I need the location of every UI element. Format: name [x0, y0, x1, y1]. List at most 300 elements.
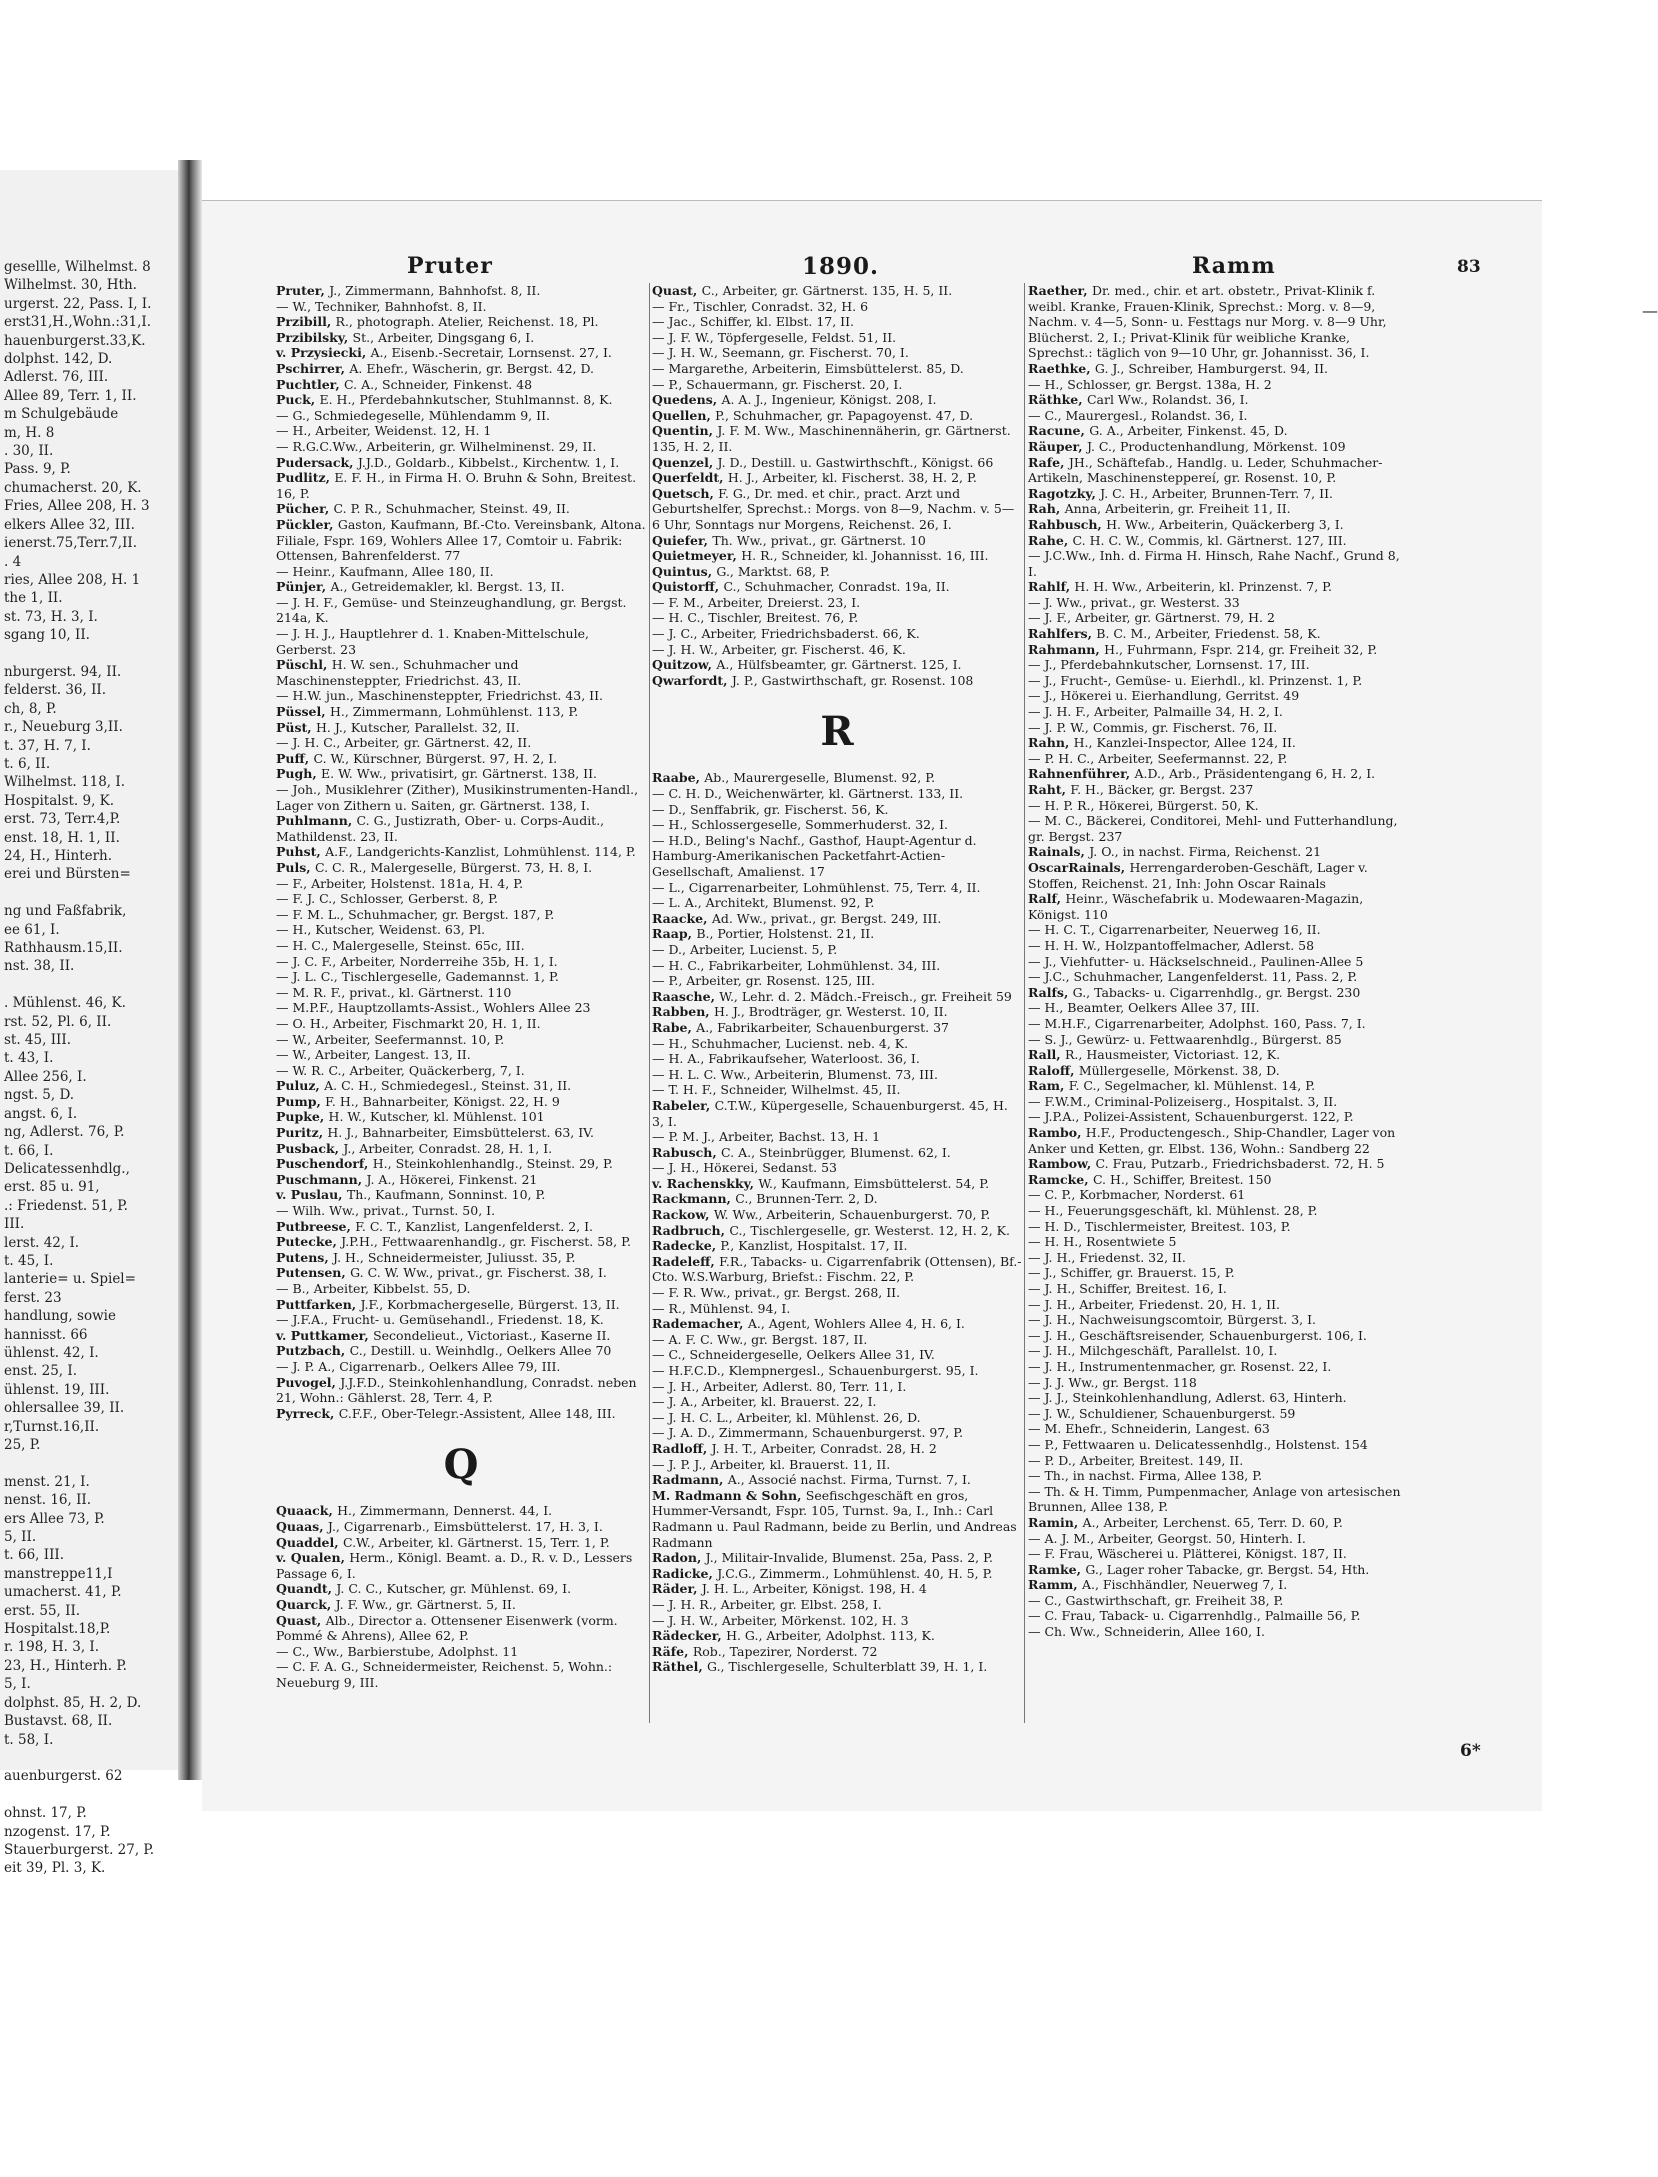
entry-surname: Putzbach,: [276, 1343, 350, 1359]
entry-details: — J.C., Schuhmacher, Langenfelderst. 11, Pass. 2, P.: [1028, 969, 1358, 985]
directory-entry: [276, 1281, 646, 1297]
entry-details: — H. H. W., Holzpantoffelmacher, Adlerst. 58: [1028, 937, 1315, 953]
left-page-line: felderst. 36, II.: [4, 682, 107, 699]
directory-entry: [1028, 844, 1410, 860]
directory-entry: [276, 423, 646, 439]
entry-details: B. C. M., Arbeiter, Friedenst. 58, K.: [1096, 626, 1321, 642]
entry-details: — H. C., Malergeselle, Steinst. 65c, III.: [276, 937, 525, 953]
entry-details: — J. Ww., privat., gr. Westerst. 33: [1028, 594, 1240, 610]
entry-details: — J. H. C. L., Arbeiter, kl. Mühlenst. 26, D.: [652, 1409, 921, 1425]
entry-details: A.D., Arb., Präsidentengang 6, H. 2, I.: [1134, 766, 1376, 782]
entry-details: — F.W.M., Criminal-Polizeiserg., Hospitalst. 3, II.: [1028, 1093, 1338, 1109]
directory-entry: [652, 1425, 1022, 1441]
directory-entry: [276, 985, 646, 1001]
entry-details: — J. C. F., Arbeiter, Norderreihe 35b, H. 1, I.: [276, 953, 558, 969]
directory-entry: [276, 969, 646, 985]
directory-entry: [1028, 1203, 1410, 1219]
entry-details: — J. F., Arbeiter, gr. Gärtnerst. 79, H. 2: [1028, 610, 1275, 626]
margin-dash: —: [1642, 301, 1658, 320]
directory-entry: [652, 911, 1022, 927]
directory-entry: [276, 1659, 646, 1690]
entry-details: — O. H., Arbeiter, Fischmarkt 20, H. 1, II.: [276, 1015, 541, 1031]
entry-details: — J. H., Geschäftsreisender, Schauenburgerst. 106, I.: [1028, 1327, 1367, 1343]
entry-surname: Pusback,: [276, 1140, 344, 1156]
left-page-column: [4, 258, 174, 1878]
directory-entry: [652, 283, 1022, 299]
entry-surname: Pschirrer,: [276, 360, 350, 376]
entry-details: — J. H. W., Arbeiter, Mörkenst. 102, H. 3: [652, 1612, 909, 1628]
entry-details: W., Lehr. d. 2. Mädch.-Freisch., gr. Freiheit 59: [719, 988, 1012, 1004]
directory-entry: [276, 782, 646, 813]
entry-details: — H., Beamter, Oelkers Allee 37, III.: [1028, 1000, 1260, 1016]
entry-details: — P. M. J., Arbeiter, Bachst. 13, H. 1: [652, 1129, 881, 1145]
entry-details: J.F., Korbmachergeselle, Bürgerst. 13, II.: [360, 1296, 620, 1312]
directory-entry: [1028, 1265, 1410, 1281]
entry-surname: Radicke,: [652, 1565, 718, 1581]
directory-entry: [1028, 1219, 1410, 1235]
directory-entry: [652, 579, 1022, 595]
entry-details: W., Kaufmann, Eimsbüttelerst. 54, P.: [758, 1175, 990, 1191]
entry-surname: Puluz,: [276, 1078, 325, 1094]
directory-entry: [276, 1406, 646, 1422]
entry-details: — J. H., Nachweisungscomtoir, Bürgerst. 3, I.: [1028, 1312, 1317, 1328]
entry-details: — Margarethe, Arbeiterin, Eimsbüttelerst. 85, D.: [652, 360, 964, 376]
entry-surname: Pyrreck,: [276, 1405, 339, 1421]
entry-details: — J., Viehfutter- u. Häckselschneid., Paulinen-Allee 5: [1028, 953, 1364, 969]
left-page-line: erst31,H.,Wohn.:31,I.: [4, 314, 152, 331]
directory-entry: [1028, 657, 1410, 673]
left-page-line: st. 73, H. 3, I.: [4, 608, 98, 625]
directory-entry: [1028, 1156, 1410, 1172]
left-page-line: r., Neueburg 3,II.: [4, 719, 123, 736]
left-page-line: [4, 1749, 174, 1767]
entry-details: H., Zimmermann, Dennerst. 44, I.: [337, 1503, 553, 1519]
entry-surname: Quast,: [276, 1612, 326, 1628]
entry-details: Ab., Maurergeselle, Blumenst. 92, P.: [704, 770, 936, 786]
left-page-line: [4, 976, 174, 994]
entry-surname: Puck,: [276, 392, 320, 408]
entry-surname: Radmann,: [652, 1472, 728, 1488]
entry-details: — H. H., Rosentwiete 5: [1028, 1234, 1177, 1250]
entry-details: — F. J. C., Schlosser, Gerberst. 8, P.: [276, 891, 498, 907]
entry-details: A., Arbeiter, Lerchenst. 65, Terr. D. 60, P.: [1082, 1514, 1343, 1530]
directory-entry: [652, 958, 1022, 974]
entry-details: — Jac., Schiffer, kl. Elbst. 17, II.: [652, 314, 855, 330]
entry-details: H., Fuhrmann, Fspr. 214, gr. Freiheit 32, P.: [1104, 641, 1378, 657]
entry-surname: Raap,: [652, 926, 697, 942]
entry-details: — W., Arbeiter, Langest. 13, II.: [276, 1047, 471, 1063]
entry-details: — W., Techniker, Bahnhofst. 8, II.: [276, 298, 487, 314]
entry-details: H. Ww., Arbeiterin, Quäckerberg 3, I.: [1106, 516, 1344, 532]
entry-surname: Ramcke,: [1028, 1171, 1093, 1187]
directory-entry: [276, 1172, 646, 1188]
directory-entry: [1028, 501, 1410, 517]
directory-entry: [276, 657, 646, 688]
book-gutter: [178, 160, 202, 1780]
left-page-line: handlung, sowie: [4, 1308, 116, 1325]
entry-details: A., Hülfsbeamter, gr. Gärtnerst. 125, I.: [716, 657, 962, 673]
running-head-right: Ramm: [1192, 253, 1276, 279]
directory-entry: [276, 813, 646, 844]
entry-details: Heinr., Wäschefabrik u. Modewaaren-Magazin, Königst. 110: [1028, 891, 1364, 922]
entry-surname: Raether,: [1028, 283, 1092, 298]
entry-surname: Rabusch,: [652, 1144, 722, 1160]
entry-details: R., Hausmeister, Victoriast. 12, K.: [1064, 1047, 1281, 1063]
directory-entry: [1028, 1187, 1410, 1203]
entry-surname: Putbreese,: [276, 1218, 356, 1234]
directory-entry: [1028, 1343, 1410, 1359]
entry-surname: Racune,: [1028, 423, 1090, 439]
left-page-line: nzogenst. 17, P.: [4, 1823, 111, 1840]
directory-entry: [1028, 891, 1410, 922]
directory-entry: [652, 1347, 1022, 1363]
directory-entry: [276, 1644, 646, 1660]
left-page-line: t. 37, H. 7, I.: [4, 737, 91, 754]
entry-details: P., Kanzlist, Hospitalst. 17, II.: [720, 1238, 908, 1254]
entry-surname: v. Rachenskky,: [652, 1175, 759, 1191]
directory-entry: [276, 501, 646, 517]
directory-entry: [1028, 1375, 1410, 1391]
directory-entry: [1028, 985, 1410, 1001]
entry-surname: Rabben,: [652, 1004, 714, 1020]
left-page-line: 24, H., Hinterh.: [4, 848, 113, 864]
left-page-line: rst. 52, Pl. 6, II.: [4, 1013, 112, 1030]
left-page-line: ohnst. 17, P.: [4, 1805, 87, 1822]
entry-details: Anna, Arbeiterin, gr. Freiheit 11, II.: [1064, 501, 1291, 517]
left-page-line: . Mühlenst. 46, K.: [4, 995, 126, 1012]
entry-details: — C. P., Korbmacher, Norderst. 61: [1028, 1187, 1246, 1203]
directory-entry: [276, 1503, 646, 1519]
entry-details: — P., Arbeiter, gr. Rosenst. 125, III.: [652, 973, 875, 989]
entry-details: — C. F. A. G., Schneidermeister, Reichenst. 5, Wohn.: Neueburg 9, III.: [276, 1659, 613, 1690]
entry-surname: Quitzow,: [652, 657, 717, 673]
directory-entry: [1028, 751, 1410, 767]
directory-entry: [1028, 1593, 1410, 1609]
directory-entry: [652, 1488, 1022, 1550]
entry-surname: Räder,: [652, 1581, 702, 1597]
entry-details: C.T.W., Küpergeselle, Schauenburgerst. 45, H. 3, I.: [652, 1097, 1008, 1129]
entry-surname: Qwarfordt,: [652, 672, 732, 688]
entry-details: — F. M., Arbeiter, Dreierst. 23, I.: [652, 594, 861, 610]
directory-entry: [1028, 1109, 1410, 1125]
entry-surname: Rahlf,: [1028, 579, 1075, 595]
directory-entry: [1028, 969, 1410, 985]
entry-details: J., Zimmermann, Bahnhofst. 8, II.: [329, 283, 541, 298]
entry-details: — Fr., Tischler, Conradst. 32, H. 6: [652, 298, 869, 314]
entry-surname: Radeleff,: [652, 1253, 720, 1269]
entry-details: C., Brunnen-Terr. 2, D.: [735, 1191, 878, 1207]
directory-entry: [276, 517, 646, 564]
signature-mark: 6*: [1460, 1741, 1481, 1761]
running-head-left: Pruter: [407, 253, 493, 279]
entry-details: H., Kanzlei-Inspector, Allee 124, II.: [1073, 735, 1296, 751]
entry-surname: OscarRainals,: [1028, 859, 1130, 875]
left-page-line: Wilhelmst. 30, Hth.: [4, 277, 137, 294]
entry-surname: v. Qualen,: [276, 1550, 350, 1566]
directory-entry: [652, 1254, 1022, 1285]
entry-details: — H. C., Fabrikarbeiter, Lohmühlenst. 34, III.: [652, 957, 941, 973]
left-page-line: erst. 73, Terr.4,P.: [4, 811, 121, 828]
directory-entry: [276, 283, 646, 299]
entry-surname: Quistorff,: [652, 579, 724, 595]
directory-entry: [1028, 517, 1410, 533]
entry-details: C. A., Schneider, Finkenst. 48: [344, 376, 533, 392]
left-page-line: sgang 10, II.: [4, 627, 90, 644]
left-page-line: menst. 21, I.: [4, 1473, 90, 1490]
entry-surname: Puttfarken,: [276, 1296, 361, 1312]
entry-surname: Quaack,: [276, 1503, 338, 1519]
entry-details: E. H., Pferdebahnkutscher, Stuhlmannst. 8, K.: [319, 392, 613, 408]
entry-details: — F. Frau, Wäscherei u. Plätterei, Königst. 187, II.: [1028, 1546, 1347, 1562]
entry-details: — P. D., Arbeiter, Breitest. 149, II.: [1028, 1452, 1244, 1468]
entry-surname: v. Puttkamer,: [276, 1327, 374, 1343]
directory-entry: [652, 330, 1022, 346]
directory-entry: [1028, 766, 1410, 782]
entry-surname: Pump,: [276, 1093, 326, 1109]
directory-entry: [652, 1223, 1022, 1239]
entry-details: J. F. M. Ww., Maschinennäherin, gr. Gärtnerst. 135, H. 2, II.: [652, 423, 1011, 454]
directory-entry: [652, 377, 1022, 393]
section-letter: R: [820, 708, 854, 756]
left-page-line: ng und Faßfabrik,: [4, 903, 127, 920]
entry-surname: v. Przysiecki,: [276, 345, 371, 361]
entry-surname: Ralf,: [1028, 891, 1066, 907]
directory-entry: [652, 1176, 1022, 1192]
entry-details: C. G., Justizrath, Ober- u. Corps-Audit., Mathildenst. 23, II.: [276, 813, 605, 844]
directory-entry: [276, 330, 646, 346]
entry-details: — C., Gastwirthschaft, gr. Freiheit 38, P.: [1028, 1592, 1284, 1608]
directory-entry: [652, 564, 1022, 580]
directory-entry: [276, 1203, 646, 1219]
entry-details: G., Tabacks- u. Cigarrenhdlg., gr. Bergst. 230: [1072, 984, 1361, 1000]
entry-surname: Pudersack,: [276, 454, 358, 470]
entry-details: — R., Mühlenst. 94, I.: [652, 1300, 791, 1316]
entry-details: — H., Arbeiter, Weidenst. 12, H. 1: [276, 423, 492, 439]
directory-entry: [1028, 720, 1410, 736]
entry-details: Müllergeselle, Mörkenst. 38, D.: [1078, 1062, 1280, 1078]
entry-surname: Rambo,: [1028, 1125, 1086, 1141]
entry-details: — J. H. J., Hauptlehrer d. 1. Knaben-Mittelschule, Gerberst. 23: [276, 626, 589, 657]
directory-entry: [276, 1597, 646, 1613]
directory-entry: [1028, 704, 1410, 720]
directory-entry: [276, 345, 646, 361]
entry-details: — F. R. Ww., privat., gr. Bergst. 268, II.: [652, 1285, 901, 1301]
entry-surname: Raethke,: [1028, 360, 1095, 376]
entry-surname: Rademacher,: [652, 1316, 748, 1332]
directory-entry: [276, 1109, 646, 1125]
entry-surname: Rah,: [1028, 501, 1065, 517]
entry-surname: Rackow,: [652, 1207, 714, 1223]
entry-details: G., Marktst. 68, P.: [716, 563, 830, 579]
directory-entry: [276, 938, 646, 954]
directory-entry: [276, 907, 646, 923]
directory-entry: [276, 439, 646, 455]
directory-entry: [276, 1550, 646, 1581]
entry-details: J.J.D., Goldarb., Kibbelst., Kirchentw. 1, I.: [357, 454, 620, 470]
entry-surname: Püssel,: [276, 704, 330, 720]
directory-entry: [276, 1125, 646, 1141]
entry-surname: Püschl,: [276, 657, 332, 673]
directory-entry: [276, 766, 646, 782]
left-page-line: ohlersallee 39, II.: [4, 1400, 125, 1417]
entry-details: Carl Ww., Rolandst. 36, I.: [1086, 392, 1249, 408]
directory-entry: [1028, 1608, 1410, 1624]
left-page-line: the 1, II.: [4, 590, 63, 607]
directory-entry: [276, 891, 646, 907]
entry-details: A., Fischhändler, Neuerweg 7, I.: [1081, 1577, 1288, 1593]
directory-entry: [652, 1659, 1022, 1675]
directory-entry: [1028, 1063, 1410, 1079]
entry-details: — J. H., Arbeiter, Adlerst. 80, Terr. 11, I.: [652, 1378, 907, 1394]
left-page-line: [4, 1786, 174, 1804]
entry-surname: Radecke,: [652, 1238, 721, 1254]
directory-entry: [1028, 423, 1410, 439]
entry-surname: Puff,: [276, 750, 314, 766]
directory-entry: [276, 844, 646, 860]
entry-details: — J., Schiffer, gr. Brauerst. 15, P.: [1028, 1265, 1235, 1281]
directory-entry: [1028, 486, 1410, 502]
directory-entry: [652, 1550, 1022, 1566]
entry-details: — S. J., Gewürz- u. Fettwaarenhdlg., Bürgerst. 85: [1028, 1031, 1342, 1047]
entry-details: JH., Schäftefab., Handlg. u. Leder, Schuhmacher-Artikeln, Maschinensteppereí, gr. Rosenst. 10, P.: [1028, 454, 1383, 486]
directory-entry: [276, 1581, 646, 1597]
entry-details: — P., Schauermann, gr. Fischerst. 20, I.: [652, 376, 903, 392]
directory-entry: [652, 1441, 1022, 1457]
directory-entry: [276, 626, 646, 657]
entry-details: — J. H. R., Arbeiter, gr. Elbst. 258, I.: [652, 1596, 882, 1612]
directory-entry: [1028, 392, 1410, 408]
directory-entry: [652, 786, 1022, 802]
entry-details: J. O., in nachst. Firma, Reichenst. 21: [1089, 844, 1322, 860]
entry-details: C. Frau, Putzarb., Friedrichsbaderst. 72, H. 5: [1095, 1156, 1385, 1172]
entry-details: — J. H. W., Seemann, gr. Fischerst. 70, I.: [652, 345, 909, 361]
entry-details: J., Cigarrenarb., Eimsbüttelerst. 17, H. 3, I.: [327, 1518, 603, 1534]
left-page-line: Pass. 9, P.: [4, 461, 71, 478]
entry-details: Ad. Ww., privat., gr. Bergst. 249, III.: [711, 910, 942, 926]
entry-details: — C. Frau, Taback- u. Cigarrenhdlg., Palmaille 56, P.: [1028, 1608, 1361, 1624]
entry-surname: Puritz,: [276, 1125, 328, 1141]
entry-surname: Quarck,: [276, 1596, 336, 1612]
entry-details: P., Schuhmacher, gr. Papagoyenst. 47, D.: [715, 407, 974, 423]
directory-entry: [276, 1156, 646, 1172]
directory-entry: [1028, 439, 1410, 455]
entry-details: — J., Höкerei u. Eierhandlung, Gerritst. 49: [1028, 688, 1300, 704]
entry-details: Th. Ww., privat., gr. Gärtnerst. 10: [712, 532, 926, 548]
directory-entry: [652, 626, 1022, 642]
left-page-line: ühlenst. 19, III.: [4, 1381, 110, 1398]
directory-entry: [276, 1000, 646, 1016]
entry-details: H. W., Kutscher, kl. Mühlenst. 101: [328, 1109, 545, 1125]
entry-details: F.R., Tabacks- u. Cigarrenfabrik (Ottensen), Bf.-Cto. W.S.Warburg, Briefst.: Fischm. 22, P.: [652, 1253, 1022, 1285]
left-page-line: eit 39, Pl. 3, K.: [4, 1860, 106, 1877]
entry-surname: Pugh,: [276, 766, 322, 782]
directory-entry: [276, 1359, 646, 1375]
directory-entry: [652, 1036, 1022, 1052]
directory-entry: [1028, 455, 1410, 486]
directory-entry: [652, 1051, 1022, 1067]
directory-entry: [1028, 579, 1410, 595]
left-page-line: [4, 884, 174, 902]
entry-surname: Quentin,: [652, 423, 718, 439]
directory-entry: [1028, 283, 1410, 361]
entry-details: C. H. C. W., Commis, kl. Gärtnerst. 127, III.: [1072, 532, 1347, 548]
left-page-line: hauenburgerst.33,K.: [4, 332, 146, 349]
entry-surname: Quandt,: [276, 1581, 337, 1597]
left-page-line: 23, H., Hinterh. P.: [4, 1657, 127, 1674]
entry-details: C., Tischlergeselle, gr. Westerst. 12, H. 2, K.: [729, 1222, 1010, 1238]
directory-entry: [652, 880, 1022, 896]
entry-details: G., Tischlergeselle, Schulterblatt 39, H. 1, I.: [707, 1659, 988, 1675]
entry-details: — J. F. W., Töpfergeselle, Feldst. 51, II.: [652, 329, 897, 345]
directory-entry: [1028, 1297, 1410, 1313]
entry-details: J., Militair-Invalide, Blumenst. 25a, Pass. 2, P.: [705, 1550, 993, 1566]
directory-entry: [652, 802, 1022, 818]
entry-details: — J. L. C., Tischlergeselle, Gademannst. 1, P.: [276, 969, 559, 985]
entry-surname: Quintus,: [652, 563, 717, 579]
directory-entry: [1028, 1281, 1410, 1297]
entry-surname: Räthel,: [652, 1659, 708, 1675]
directory-entry: [276, 1234, 646, 1250]
entry-surname: v. Puslau,: [276, 1187, 347, 1203]
entry-details: C., Destill. u. Weinhdlg., Oelkers Allee 70: [349, 1343, 612, 1359]
directory-entry: [1028, 938, 1410, 954]
left-page-line: auenburgerst. 62: [4, 1768, 123, 1785]
entry-details: — Th. & H. Timm, Pumpenmacher, Anlage von artesischen Brunnen, Allee 138, P.: [1028, 1483, 1401, 1515]
entry-details: — M. Ehefr., Schneiderin, Langest. 63: [1028, 1421, 1270, 1437]
directory-entry: [1028, 673, 1410, 689]
directory-entry: [276, 455, 646, 471]
directory-entry: [652, 548, 1022, 564]
entry-details: J. H. T., Arbeiter, Conradst. 28, H. 2: [711, 1440, 937, 1456]
entry-surname: Räuper,: [1028, 438, 1087, 454]
directory-entry: [652, 1379, 1022, 1395]
left-page-line: [4, 645, 174, 663]
entry-surname: Quast,: [652, 283, 702, 298]
entry-details: — C., Schneidergeselle, Oelkers Allee 31, IV.: [652, 1347, 935, 1363]
directory-entry: [276, 595, 646, 626]
directory-entry: [1028, 610, 1410, 626]
entry-details: A. A. J., Ingenieur, Königst. 208, I.: [721, 392, 937, 408]
directory-entry: [652, 533, 1022, 549]
left-page-line: [4, 1454, 174, 1472]
directory-entry: [652, 1098, 1022, 1129]
entry-details: — P., Fettwaaren u. Delicatessenhdlg., Holstenst. 154: [1028, 1436, 1368, 1452]
directory-entry: [652, 1628, 1022, 1644]
directory-entry: [276, 1047, 646, 1063]
directory-entry: [1028, 408, 1410, 424]
entry-details: R., photograph. Atelier, Reichenst. 18, Pl.: [335, 314, 599, 330]
running-head-year: 1890.: [802, 253, 880, 280]
entry-details: J. A., Höкerei, Finkenst. 21: [366, 1171, 538, 1187]
directory-entry: [1028, 1624, 1410, 1640]
left-page-line: st. 45, III.: [4, 1032, 71, 1049]
directory-entry: [1028, 688, 1410, 704]
directory-entry: [276, 1343, 646, 1359]
entry-details: H. J., Arbeiter, kl. Fischerst. 38, H. 2, P.: [727, 470, 977, 486]
directory-entry: [1028, 377, 1410, 393]
entry-details: F. H., Bahnarbeiter, Königst. 22, H. 9: [325, 1093, 560, 1109]
left-page-line: enst. 25, I.: [4, 1363, 78, 1380]
directory-entry: [276, 470, 646, 501]
entry-details: — C., Ww., Barbierstube, Adolphst. 11: [276, 1643, 519, 1659]
left-page-line: erst. 55, II.: [4, 1602, 81, 1619]
directory-entry: [276, 1016, 646, 1032]
directory-entry: [652, 770, 1022, 786]
entry-details: J. F. Ww., gr. Gärtnerst. 5, II.: [335, 1596, 516, 1612]
entry-details: — A. F. C. Ww., gr. Bergst. 187, II.: [652, 1331, 868, 1347]
entry-details: H. G., Arbeiter, Adolphst. 113, K.: [726, 1628, 935, 1644]
entry-details: J., Arbeiter, Conradst. 28, H. 1, I.: [343, 1140, 553, 1156]
